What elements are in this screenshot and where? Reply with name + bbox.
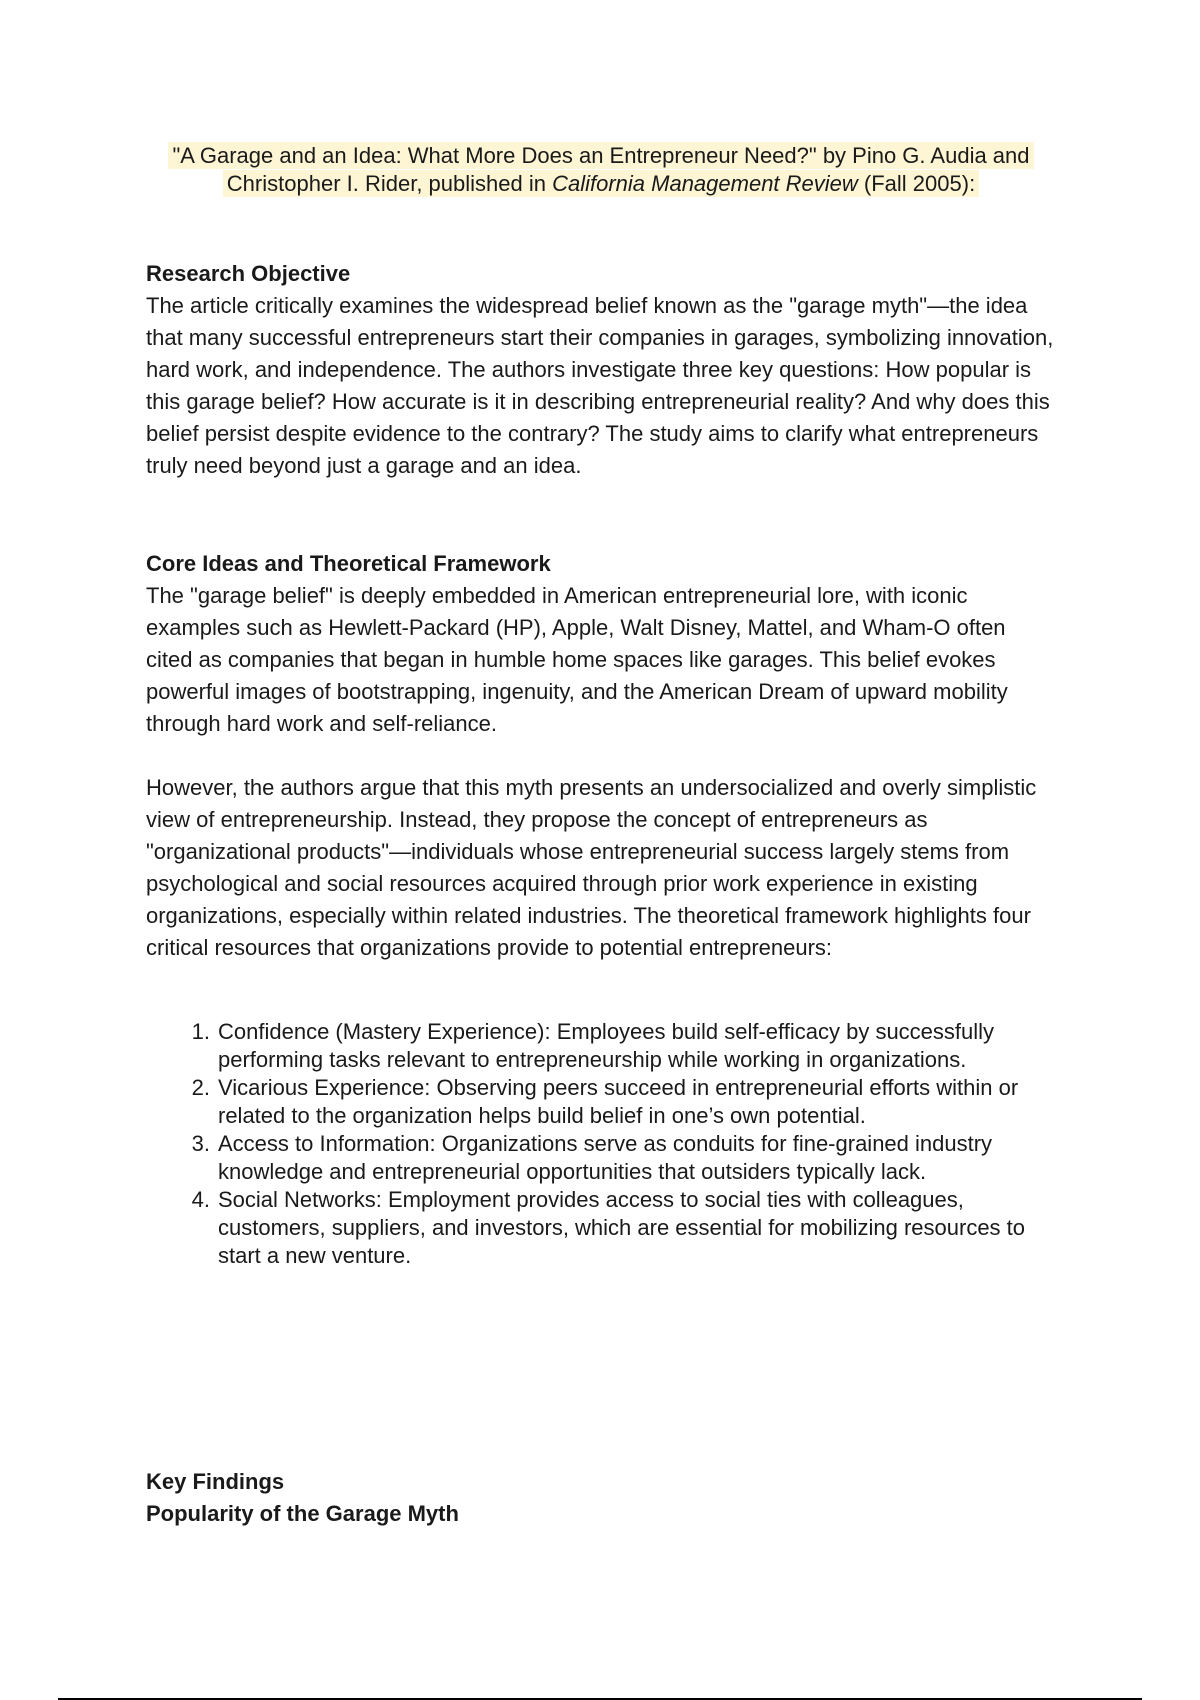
journal-name: California Management Review xyxy=(552,171,858,196)
core-ideas-heading: Core Ideas and Theoretical Framework xyxy=(146,551,551,576)
citation-title xyxy=(146,142,1056,198)
list-item xyxy=(191,1186,1056,1270)
list-item-number: 2. xyxy=(191,1075,210,1100)
citation-highlight xyxy=(168,142,1033,197)
list-item-number: 4. xyxy=(191,1187,210,1212)
list-item xyxy=(191,1074,1056,1130)
list-item-number: 1. xyxy=(191,1019,210,1044)
core-ideas-paragraph-1: The "garage belief" is deeply embedded in American entrepreneurial lore, with iconic examples such as Hewlett-Packard (HP), Apple, Walt Disney, Mattel, and Wham-O often cited as companies that began in humble home spaces like garages. This belief evokes powerful images of bootstrapping, ingenuity, and the American Dream of upward mobility through hard work and self-reliance. xyxy=(146,583,1008,736)
citation-date: (Fall 2005): xyxy=(857,171,976,196)
core-ideas-paragraph-2-block xyxy=(146,772,1056,964)
research-objective-body: The article critically examines the widespread belief known as the "garage myth"—the idea that many successful entrepreneurs start their companies in garages, symbolizing innovation, hard work, and independence. The authors investigate three key questions: How popular is this garage belief? How accurate is it in describing entrepreneurial reality? And why does this belief persist despite evidence to the contrary? The study aims to clarify what entrepreneurs truly need beyond just a garage and an idea. xyxy=(146,293,1054,478)
key-findings-heading: Key Findings xyxy=(146,1469,285,1494)
research-objective-section xyxy=(146,258,1056,482)
research-objective-heading: Research Objective xyxy=(146,261,351,286)
citation-authors: by Pino G. Audia and Christopher I. Rider, published in xyxy=(226,143,1030,196)
key-findings-section xyxy=(146,1466,1056,1530)
list-item-text: Access to Information: Organizations serve as conduits for fine-grained industry knowledge and entrepreneurial opportunities that outsiders typically lack. xyxy=(218,1131,993,1184)
list-item-text: Vicarious Experience: Observing peers succeed in entrepreneurial efforts within or related to the organization helps build belief in one’s own potential. xyxy=(218,1075,1019,1128)
core-ideas-paragraph-2: However, the authors argue that this myth presents an undersocialized and overly simplistic view of entrepreneurship. Instead, they propose the concept of entrepreneurs as "organizational products"—individuals whose entrepreneurial success largely stems from psychological and social resources acquired through prior work experience in existing organizations, especially within related industries. The theoretical framework highlights four critical resources that organizations provide to potential entrepreneurs: xyxy=(146,775,1037,960)
list-item-text: Social Networks: Employment provides access to social ties with colleagues, customers, suppliers, and investors, which are essential for mobilizing resources to start a new venture. xyxy=(218,1187,1026,1268)
core-ideas-section xyxy=(146,548,1056,740)
garage-myth-popularity-subheading: Popularity of the Garage Myth xyxy=(146,1501,459,1526)
list-item xyxy=(191,1018,1056,1074)
list-item-text: Confidence (Mastery Experience): Employees build self-efficacy by successfully performing tasks relevant to entrepreneurship while working in organizations. xyxy=(218,1019,995,1072)
article-title: "A Garage and an Idea: What More Does an Entrepreneur Need?" xyxy=(172,143,817,168)
list-item xyxy=(191,1130,1056,1186)
resources-list xyxy=(191,1018,1056,1270)
list-item-number: 3. xyxy=(191,1131,210,1156)
